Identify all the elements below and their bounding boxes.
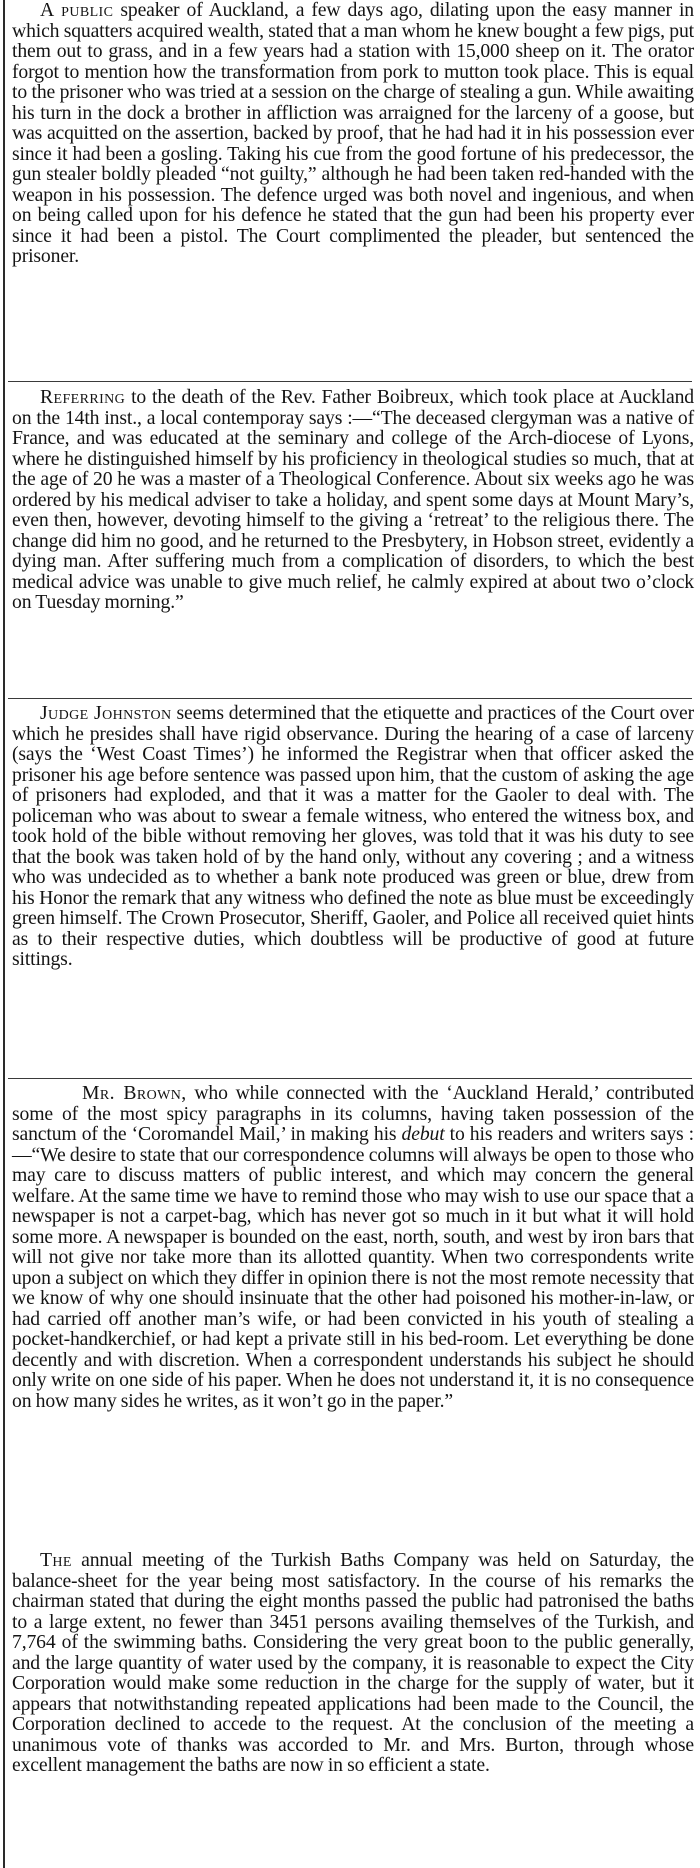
paragraph-body: to his readers and writers says :—“We desire to state that our correspondence columns will always be open to those who may care to discuss matters of public interest, and which may concern the general welfare. At the same time we have to remind those who may wish to use our space that a newspaper is not a carpet-bag, which has never got so much in it but what it will hold some more. A newspaper is bounded on the east, north, south, and west by iron bars that will not give nor take more than its allotted quantity. When two correspondents write upon a subject on which they differ in opinion there is not the most remote necessity that we know of why one should insinuate that the other had poisoned his mother-in-law, or had carried off another man’s wife, or had been convicted in his youth of stealing a pocket-handkerchief, or had kept a private still in his bed-room. Let everything be done decently and with discretion. When a correspondent understands his subject he should only write on one side of his paper. When he does not understand it, it is no consequence on how many sides he writes, as it won’t go in the paper.” (12, 1123, 694, 1412)
article-paragraph-father-boibreux (12, 387, 694, 613)
emphasis-text: debut (401, 1123, 445, 1145)
article-paragraph-turkish-baths (12, 1550, 694, 1776)
section-divider (8, 381, 692, 382)
paragraph-body: seems determined that the etiquette and practices of the Court over which he presides shall have rigid observance. During the hearing of a case of larceny (says the ‘West Coast Times’) he informed the Registrar when that officer asked the prisoner his age before sentence was passed upon him, that the custom of asking the age of prisoners had exploded, and that it was a matter for the Gaoler to deal with. The policeman who was about to swear a female witness, who entered the witness box, and took hold of the bible without removing her gloves, was told that it was his duty to see that the book was taken hold of by the hand only, without any covering ; and a witness who was undecided as to whether a bank note produced was green or blue, drew from his Honor the remark that any witness who defined the note as blue must be exceedingly green himself. The Crown Prosecutor, Sheriff, Gaoler, and Police all received quiet hints as to their respective duties, which doubtless will be productive of good at future sittings. (12, 702, 694, 970)
paragraph-lead: Mr. Brown, (82, 1082, 187, 1104)
paragraph-lead: Judge Johnston (40, 702, 172, 724)
column-rule (3, 0, 5, 1868)
article-paragraph-mr-brown (12, 1083, 694, 1411)
paragraph-body: speaker of Auckland, a few days ago, dilating upon the easy manner in which squatters acquired wealth, stated that a man whom he knew bought a few pigs, put them out to grass, and in a few years had a station with 15,000 sheep on it. The orator forgot to mention how the transformation from pork to mutton took place. This is equal to the prisoner who was tried at a session on the charge of stealing a gun. While awaiting his turn in the dock a brother in affliction was arraigned for the larceny of a goose, but was acquitted on the assertion, backed by proof, that he had had it in his possession ever since it had been a gosling. Taking his cue from the good fortune of his predecessor, the gun stealer boldly pleaded “not guilty,” although he had been taken red-handed with the weapon in his possession. The defence urged was both novel and ingenious, and when on being called upon for his defence he stated that the gun had been his property ever since it had been a pistol. The Court complimented the pleader, but sentenced the prisoner. (12, 0, 694, 267)
paragraph-body: annual meeting of the Turkish Baths Company was held on Saturday, the balance-sheet for the year being most satisfactory. In the course of his remarks the chairman stated that during the eight months passed the public had patronised the baths to a large extent, no fewer than 3451 persons availing themselves of the Turkish, and 7,764 of the swimming baths. Considering the very great boon to the public generally, and the large quantity of water used by the company, it is reasonable to expect the City Corporation would make some reduction in the charge for the supply of water, but it appears that notwithstanding repeated applications had been made to the Council, the Corporation declined to accede to the request. At the conclusion of the meeting a unanimous vote of thanks was accorded to Mr. and Mrs. Burton, through whose excellent management the baths are now in so efficient a state. (12, 1549, 694, 1776)
section-divider (8, 698, 692, 699)
paragraph-lead: A public (40, 0, 114, 21)
paragraph-body: to the death of the Rev. Father Boibreux, which took place at Auckland on the 14th inst., a local contemporay says :—“The deceased clergyman was a native of France, and was educated at the seminary and college of the Arch-diocese of Lyons, where he distinguished himself by his proficiency in theological studies so much, that at the age of 20 he was a master of a Theological Conference. About six weeks ago he was ordered by his medical adviser to take a holiday, and spent some days at Mount Mary’s, even then, however, devoting himself to the giving a ‘retreat’ to the religious there. The change did him no good, and he returned to the Presbytery, in Hobson street, evidently a dying man. After suffering much from a complication of disorders, to which the best medical advice was unable to give much relief, he calmly expired at about two o’clock on Tuesday morning.” (12, 386, 694, 613)
paragraph-lead: The (40, 1549, 72, 1571)
section-divider (8, 1078, 692, 1079)
paragraph-lead: Referring (40, 386, 126, 408)
article-paragraph-squatters (12, 0, 694, 267)
article-paragraph-judge-johnston (12, 703, 694, 970)
paragraph-body: who while connected with the ‘Auckland Herald,’ contributed some of the most spicy paragraphs in its columns, having taken possession of the sanctum of the ‘Coromandel Mail,’ in making his (12, 1082, 694, 1145)
